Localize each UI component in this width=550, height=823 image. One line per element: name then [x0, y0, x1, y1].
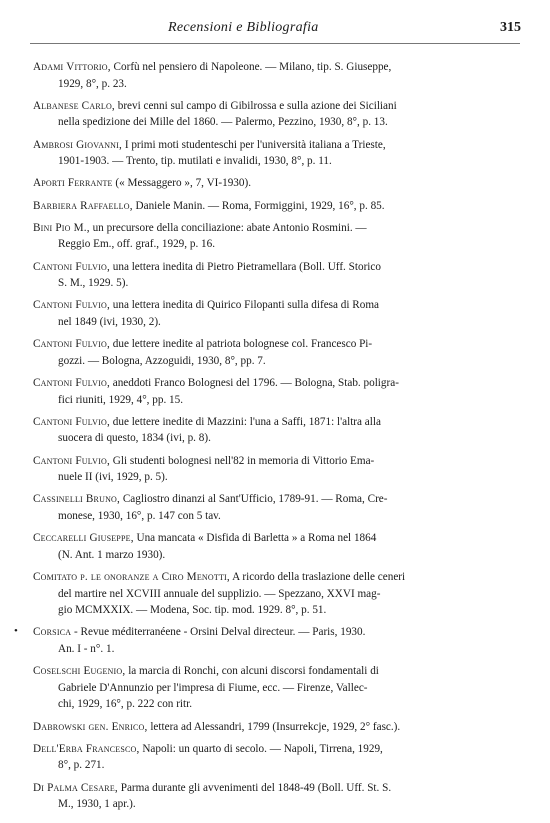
entry-continuation-line: [58, 642, 114, 656]
entry-text: Gabriele D'Annunzio per l'impresa di Fiume, ecc. — Firenze, Vallec-: [58, 681, 368, 694]
entry-text: - Revue méditerranéene - Orsini Delval directeur. — Paris, 1930.: [74, 626, 366, 639]
entry-continuation-line: [58, 509, 221, 523]
entry-text: un precursore della conciliazione: abate Antonio Rosmini. —: [92, 221, 367, 234]
entry-text: una lettera inedita di Quirico Filopanti sulla difesa di Roma: [112, 299, 380, 312]
entry-text: aneddoti Franco Bolognesi del 1796. — Bologna, Stab. poligra-: [112, 377, 399, 389]
entry-first-line: [33, 454, 374, 468]
entry-author: Cantoni Fulvio,: [33, 299, 110, 312]
entry-text: due lettere inedite di Mazzini: l'una a Saffi, 1871: l'altra alla: [112, 415, 381, 428]
entry-text: monese, 1930, 16°, p. 147 con 5 tav.: [58, 509, 221, 522]
entry-author: Dell'Erba Francesco,: [33, 742, 140, 755]
entry-text: Reggio Em., off. graf., 1929, p. 16.: [58, 238, 216, 251]
entry-text: nel 1849 (ivi, 1930, 2).: [58, 315, 161, 328]
entry-text: nuele II (ivi, 1929, p. 5).: [58, 471, 168, 484]
entry-continuation-line: [58, 758, 104, 772]
entry-first-line: [33, 531, 376, 545]
entry-author: Bini Pio M.,: [33, 221, 90, 234]
entry-first-line: [33, 60, 391, 74]
entry-text: una lettera inedita di Pietro Pietramellara (Boll. Uff. Storico: [112, 260, 381, 273]
entry-author: Barbiera Raffaello,: [33, 199, 133, 212]
entry-continuation-line: [58, 470, 168, 484]
entry-text: del martire nel XCVIII annuale del supplizio. — Spezzano, XXVI mag-: [58, 587, 381, 600]
entry-first-line: [33, 298, 379, 312]
entry-author: Di Palma Cesare,: [33, 781, 118, 794]
page-number: 315: [500, 20, 521, 35]
entry-continuation-line: [58, 603, 326, 617]
entry-text: An. I - n°. 1.: [58, 642, 115, 655]
entry-continuation-line: [58, 354, 266, 368]
entry-text: (« Messaggero », 7, VI-1930).: [115, 177, 251, 190]
entry-first-line: [33, 625, 365, 639]
entry-text: suocera di questo, 1834 (ivi, p. 8).: [58, 432, 211, 445]
entry-continuation-line: [58, 115, 388, 129]
entry-first-line: [33, 742, 383, 756]
entry-continuation-line: [58, 548, 165, 562]
entry-first-line: [33, 199, 385, 213]
entry-author: Corsica: [33, 626, 72, 639]
entry-author: Dabrowski gen. Enrico,: [33, 720, 148, 733]
entry-text: due lettere inedite al patriota bolognese col. Francesco Pi-: [112, 338, 373, 351]
entry-text: I primi moti studenteschi per l'università italiana a Trieste,: [124, 138, 386, 151]
entry-text: gio MCMXXIX. — Modena, Soc. tip. mod. 1929. 8°, p. 51.: [58, 604, 327, 617]
entry-text: Corfù nel pensiero di Napoleone. — Milano, tip. S. Giuseppe,: [113, 61, 392, 73]
entry-first-line: [33, 176, 251, 190]
entry-text: Daniele Manin. — Roma, Formiggini, 1929, 16°, p. 85.: [135, 199, 385, 212]
entry-text: Parma durante gli avvenimenti del 1848-49 (Boll. Uff. St. S.: [120, 781, 392, 794]
entry-continuation-line: [58, 697, 192, 711]
entry-text: nella spedizione dei Mille del 1860. — Palermo, Pezzino, 1930, 8°, p. 13.: [58, 116, 388, 129]
entry-continuation-line: [58, 315, 161, 329]
entry-text: la marcia di Ronchi, con alcuni discorsi fondamentali di: [128, 665, 379, 678]
entry-text: Napoli: un quarto di secolo. — Napoli, Tirrena, 1929,: [142, 742, 383, 755]
entry-text: (N. Ant. 1 marzo 1930).: [58, 548, 166, 561]
entry-author: Cantoni Fulvio,: [33, 260, 110, 273]
entry-text: lettera ad Alessandri, 1799 (Insurrekcje, 1929, 2° fasc.).: [150, 720, 401, 733]
entry-continuation-line: [58, 797, 136, 811]
entry-first-line: [33, 221, 367, 235]
entry-continuation-line: [58, 681, 368, 695]
entry-text: 1929, 8°, p. 23.: [58, 77, 127, 90]
entry-text: M., 1930, 1 apr.).: [58, 798, 136, 811]
entry-author: Ceccarelli Giuseppe,: [33, 532, 134, 545]
entry-text: 1901-1903. — Trento, tip. mutilati e invalidi, 1930, 8°, p. 11.: [58, 155, 332, 168]
entry-author: Cantoni Fulvio,: [33, 415, 110, 428]
entry-author: Cantoni Fulvio,: [33, 377, 110, 389]
entry-author: Ambrosi Giovanni,: [33, 138, 123, 151]
entry-first-line: [33, 260, 381, 274]
running-header: [0, 20, 550, 38]
entry-text: brevi cenni sul campo di Gibilrossa e sulla azione dei Siciliani: [117, 99, 397, 112]
entry-continuation-line: [58, 154, 332, 168]
entry-text: S. M., 1929. 5).: [58, 277, 129, 290]
entry-author: Coselschi Eugenio,: [33, 665, 126, 678]
header-rule: [30, 43, 520, 44]
entry-text: Cagliostro dinanzi al Sant'Ufficio, 1789-91. — Roma, Cre-: [122, 493, 388, 506]
entry-text: 8°, p. 271.: [58, 759, 105, 772]
entry-author: Cassinelli Bruno,: [33, 493, 121, 506]
entry-first-line: [33, 99, 397, 113]
entry-continuation-line: [58, 431, 211, 445]
entry-continuation-line: [58, 587, 380, 601]
entry-author: Cantoni Fulvio,: [33, 338, 110, 351]
entry-continuation-line: [58, 77, 127, 91]
entry-first-line: [33, 376, 399, 390]
entry-continuation-line: [58, 237, 215, 251]
entry-first-line: [33, 492, 388, 506]
entry-first-line: [33, 337, 372, 351]
entry-author: Cantoni Fulvio,: [33, 454, 110, 467]
entry-text: chi, 1929, 16°, p. 222 con ritr.: [58, 698, 193, 711]
entry-text: fici riuniti, 1929, 4°, pp. 15.: [58, 393, 184, 406]
entry-continuation-line: [58, 393, 183, 407]
entry-author: Albanese Carlo,: [33, 99, 115, 112]
entry-first-line: [33, 415, 381, 429]
entry-text: Gli studenti bolognesi nell'82 in memoria di Vittorio Ema-: [112, 454, 375, 467]
entry-first-line: [33, 570, 405, 584]
entry-author: Aporti Ferrante: [33, 177, 113, 190]
entry-text: gozzi. — Bologna, Azzoguidi, 1930, 8°, pp. 7.: [58, 354, 266, 367]
entry-first-line: [33, 720, 400, 734]
entry-continuation-line: [58, 276, 128, 290]
margin-bullet: •: [14, 625, 18, 638]
entry-first-line: [33, 664, 379, 678]
entry-first-line: [33, 781, 391, 795]
entry-text: Una mancata « Disfida di Barletta » a Roma nel 1864: [136, 532, 377, 545]
entry-text: A ricordo della traslazione delle ceneri: [232, 571, 406, 583]
running-title: Recensioni e Bibliografia: [168, 20, 319, 35]
entry-author: Adami Vittorio,: [33, 61, 111, 73]
entry-first-line: [33, 138, 386, 152]
entry-author: Comitato p. le onoranze a Ciro Menotti,: [33, 571, 230, 583]
